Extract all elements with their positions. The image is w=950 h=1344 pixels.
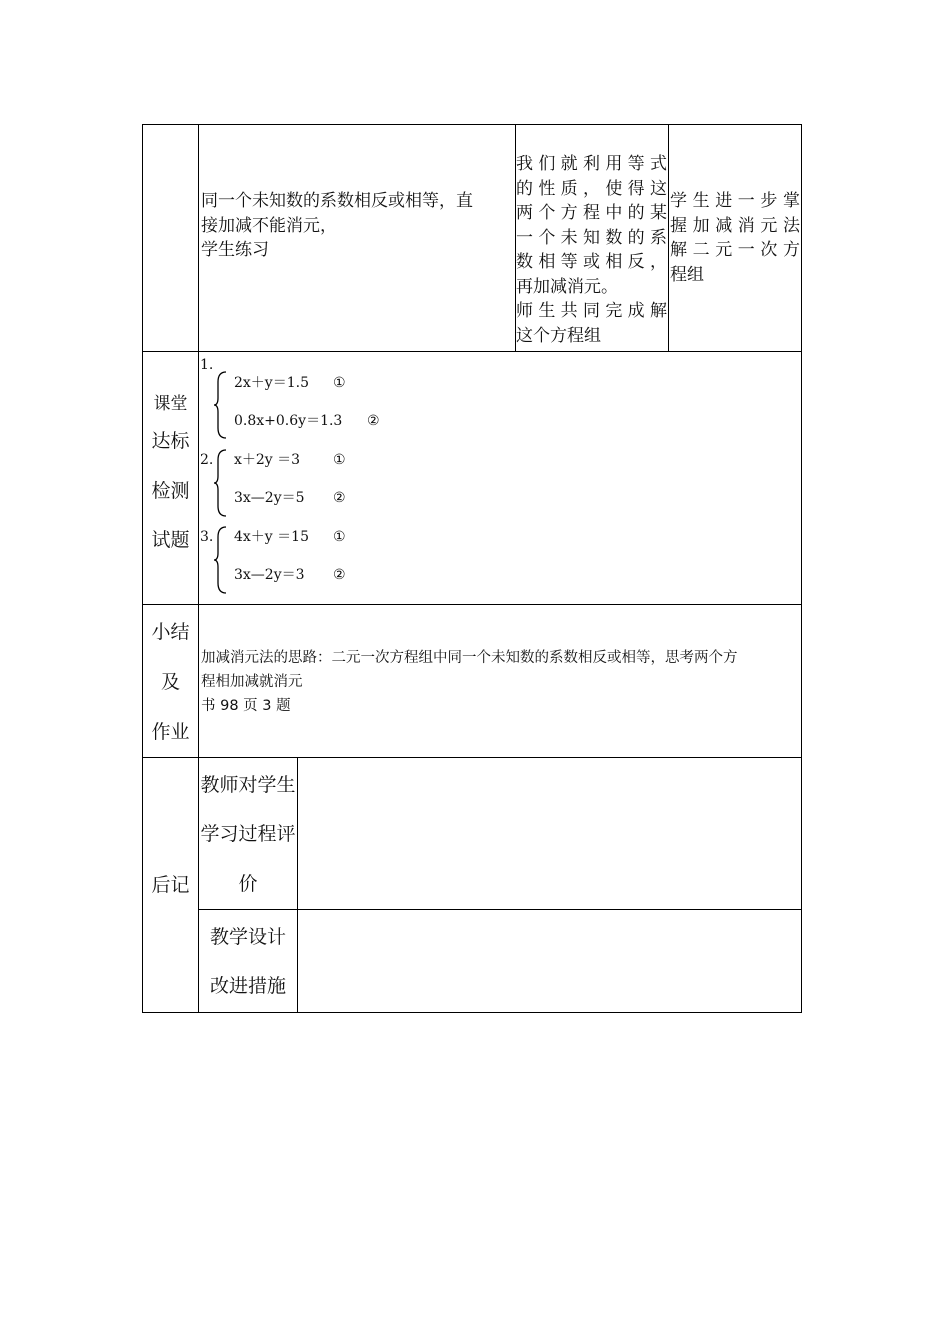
column-divider (297, 757, 298, 1013)
problem-number: 2. (200, 452, 214, 468)
equation: 4x＋y ＝15 (234, 529, 309, 545)
teacher-activity-line: 师生共同完成解 (516, 301, 667, 321)
row-label: 试题 (151, 529, 190, 551)
content-line: 学生练习 (201, 240, 269, 260)
content-line: 同一个未知数的系数相反或相等，直 (201, 191, 473, 211)
teacher-activity-line: 再加减消元。 (516, 277, 618, 297)
summary-line: 程相加减就消元 (201, 674, 303, 690)
content-line: 接加减不能消元， (201, 216, 337, 236)
left-brace-icon (212, 525, 228, 595)
row-divider (142, 604, 802, 605)
row-label: 后记 (151, 874, 190, 896)
teacher-activity-line: 一个未知数的系 (516, 228, 667, 248)
equation: 2x＋y＝1.5 (234, 375, 309, 391)
row-label: 作业 (151, 721, 190, 743)
teacher-activity-line: 这个方程组 (516, 326, 601, 346)
row-label: 及 (160, 671, 180, 693)
summary-line: 加减消元法的思路：二元一次方程组中同一个未知数的系数相反或相等，思考两个方 (201, 650, 738, 666)
row-divider (198, 909, 802, 910)
left-brace-icon (212, 370, 228, 440)
equation-number: ① (333, 375, 346, 391)
row-label: 小结 (151, 621, 190, 643)
improvement-label: 教学设计 (209, 926, 286, 948)
equation-number: ② (367, 413, 380, 429)
equation: x＋2y ＝3 (234, 452, 301, 468)
teacher-activity-line: 的性质，使得这 (516, 179, 667, 199)
design-intent-line: 解二元一次方 (670, 240, 800, 260)
equation-number: ② (333, 490, 346, 506)
row-label: 课堂 (153, 394, 188, 414)
equation: 3x—2y＝5 (234, 490, 305, 506)
left-brace-icon (212, 448, 228, 518)
problem-number: 1. (200, 357, 214, 373)
design-intent-line: 程组 (670, 265, 704, 285)
design-intent-line: 握加减消元法 (670, 216, 800, 236)
table-border-bottom (142, 1012, 802, 1013)
teacher-activity-line: 数相等或相反， (516, 252, 667, 272)
evaluation-label: 价 (238, 873, 258, 895)
equation-number: ① (333, 529, 346, 545)
design-intent-line: 学生进一步掌 (670, 191, 800, 211)
equation: 3x—2y＝3 (234, 567, 305, 583)
teacher-activity-line: 两个方程中的某 (516, 203, 667, 223)
column-divider (668, 124, 669, 352)
improvement-label: 改进措施 (209, 975, 286, 997)
equation: 0.8x+0.6y＝1.3 (234, 413, 343, 429)
row-label: 检测 (151, 480, 190, 502)
row-label: 达标 (151, 430, 190, 452)
table-border-right (801, 124, 802, 1013)
teacher-activity-line: 我们就利用等式 (516, 154, 667, 174)
equation-number: ② (333, 567, 346, 583)
row-divider (142, 757, 802, 758)
evaluation-label: 教师对学生 (200, 774, 296, 796)
equation-number: ① (333, 452, 346, 468)
evaluation-label: 学习过程评 (200, 823, 296, 845)
table-border-top (142, 124, 802, 125)
problem-number: 3. (200, 529, 214, 545)
row-divider (142, 351, 802, 352)
homework: 书 98 页 3 题 (201, 698, 291, 714)
